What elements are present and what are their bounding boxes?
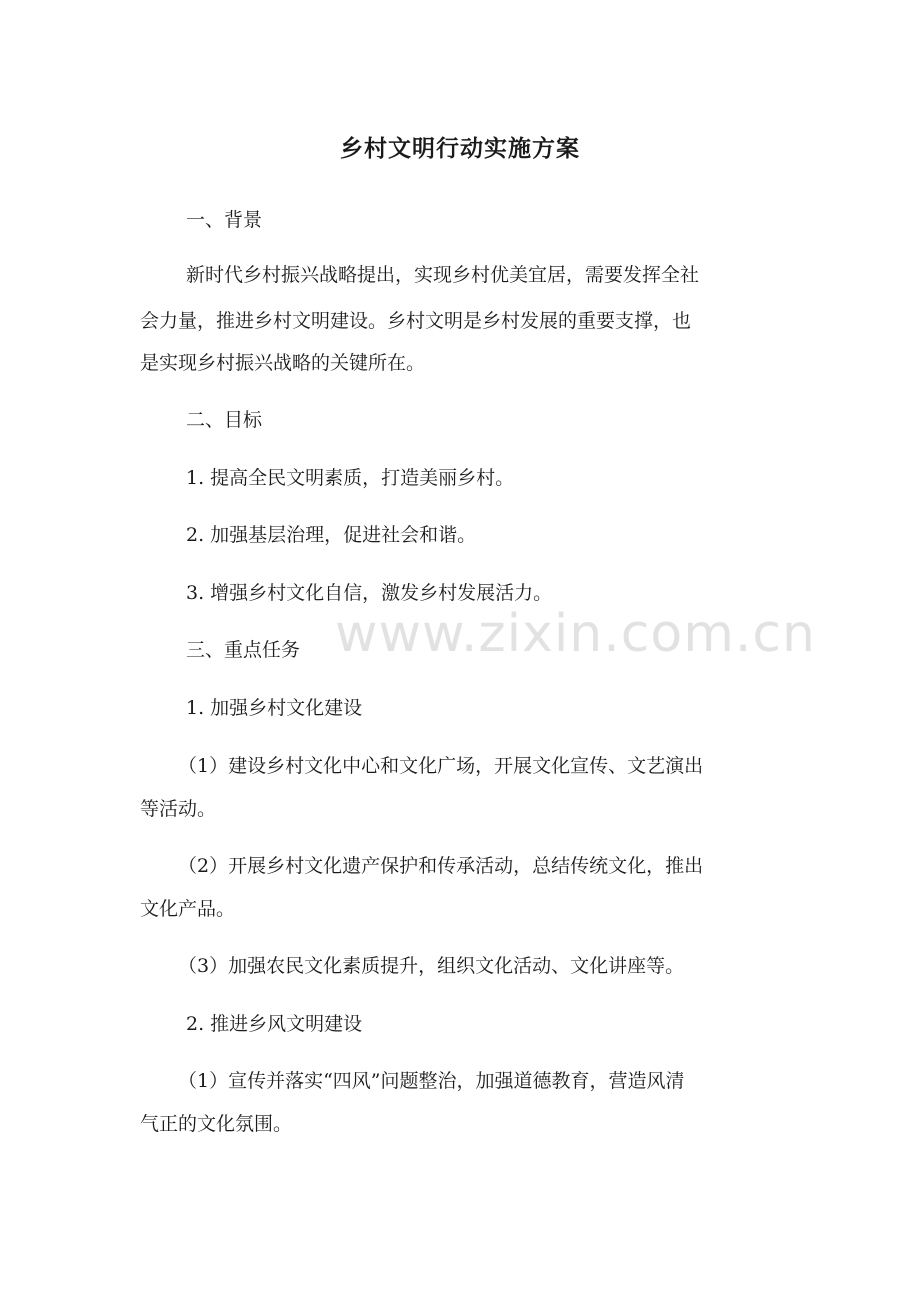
section-heading-background: 一、背景	[186, 209, 263, 231]
paragraph-line: 等活动。	[140, 798, 217, 820]
section-heading-key-tasks: 三、重点任务	[186, 639, 301, 661]
list-item: 2. 加强基层治理，促进社会和谐。	[186, 524, 477, 546]
section-heading-goals: 二、目标	[186, 409, 263, 431]
paragraph-line: （1）建设乡村文化中心和文化广场，开展文化宣传、文艺演出	[178, 755, 704, 777]
paragraph-line: （3）加强农民文化素质提升，组织文化活动、文化讲座等。	[178, 955, 685, 977]
list-item: 1. 提高全民文明素质，打造美丽乡村。	[186, 467, 515, 489]
list-item: 3. 增强乡村文化自信，激发乡村发展活力。	[186, 582, 553, 604]
paragraph-line: （1）宣传并落实“四风”问题整治，加强道德教育，营造风清	[178, 1070, 685, 1092]
watermark-text: www.zixin.com.cn	[335, 604, 816, 664]
paragraph-line: 是实现乡村振兴战略的关键所在。	[140, 352, 426, 374]
paragraph-line: （2）开展乡村文化遗产保护和传承活动，总结传统文化，推出	[178, 855, 704, 877]
paragraph-line: 新时代乡村振兴战略提出，实现乡村优美宜居，需要发挥全社	[186, 264, 700, 286]
paragraph-line: 文化产品。	[140, 898, 236, 920]
paragraph-line: 气正的文化氛围。	[140, 1113, 293, 1135]
document-title: 乡村文明行动实施方案	[340, 136, 580, 162]
paragraph-line: 会力量，推进乡村文明建设。乡村文明是乡村发展的重要支撑，也	[140, 310, 692, 332]
subsection-heading: 1. 加强乡村文化建设	[186, 697, 363, 719]
subsection-heading: 2. 推进乡风文明建设	[186, 1013, 363, 1035]
